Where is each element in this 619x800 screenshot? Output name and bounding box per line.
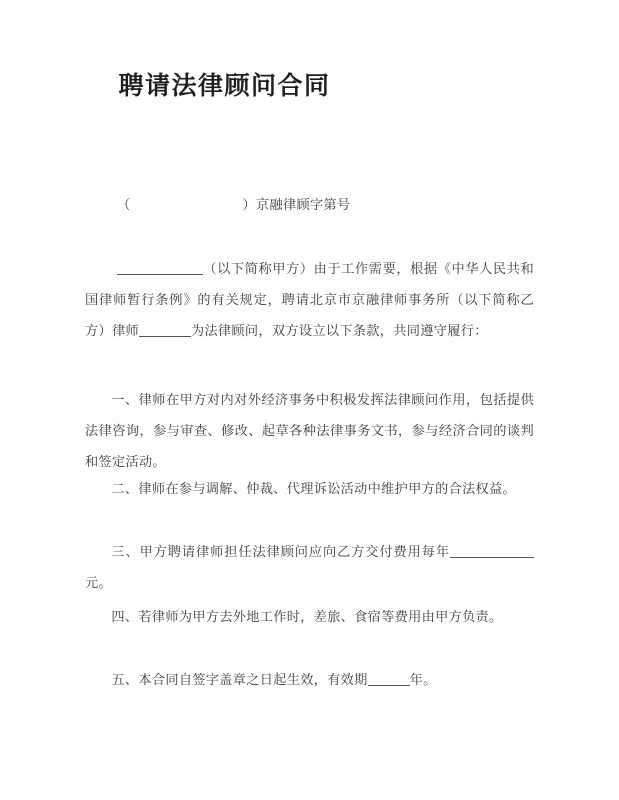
clause-5-number: 五、 — [111, 673, 139, 688]
intro-text-part-1: （以下简称甲方）由于工作需要，根据《中华人民共和国律师暂行条例》的有关规定，聘请北京市京融律师事务所（以下简称乙方）律师 — [85, 262, 534, 339]
page-title: 聘请法律顾问合同 — [118, 71, 331, 100]
intro-text-part-2: 为法律顾问，双方设立以下条款，共同遵守履行： — [190, 324, 488, 339]
intro-paragraph — [85, 254, 534, 347]
reference-label: 京融律顾字第号 — [256, 198, 351, 213]
clause-1-text: 律师在甲方对内对外经济事务中积极发挥法律顾问作用，包括提供法律咨询，参与审查、修改、起草各种法律事务文书，参与经济合同的谈判和签定活动。 — [85, 393, 534, 470]
clause-4-number: 四、 — [111, 610, 139, 625]
clause-3-number: 三、 — [111, 545, 140, 560]
clause-5-text-after-blank: 年。 — [409, 673, 437, 688]
annual-fee-blank[interactable] — [450, 544, 534, 558]
clause-4-text: 若律师为甲方去外地工作时，差旅、食宿等费用由甲方负责。 — [138, 610, 503, 625]
clause-5 — [85, 665, 534, 696]
contract-term-blank[interactable] — [368, 672, 410, 686]
reference-close-paren: ） — [242, 198, 256, 213]
clause-4 — [85, 602, 534, 633]
scan-edge-artifact — [610, 0, 611, 800]
clause-3 — [85, 537, 534, 599]
reference-open-paren: （ — [117, 198, 131, 213]
clause-2 — [85, 474, 534, 505]
clause-1-number: 一、 — [111, 393, 139, 408]
clause-3-text-before-blank: 甲方聘请律师担任法律顾问应向乙方交付费用每年 — [139, 545, 450, 560]
clause-2-text: 律师在参与调解、仲裁、代理诉讼活动中维护甲方的合法权益。 — [138, 482, 517, 497]
lawyer-name-blank[interactable] — [139, 323, 191, 337]
clause-5-text-before-blank: 本合同自签字盖章之日起生效，有效期 — [138, 673, 368, 688]
party-a-name-blank[interactable] — [117, 261, 203, 275]
clause-3-text-after-blank: 元。 — [85, 576, 112, 591]
clause-2-number: 二、 — [111, 482, 139, 497]
reference-number-line — [85, 190, 534, 221]
clause-1 — [85, 385, 534, 478]
